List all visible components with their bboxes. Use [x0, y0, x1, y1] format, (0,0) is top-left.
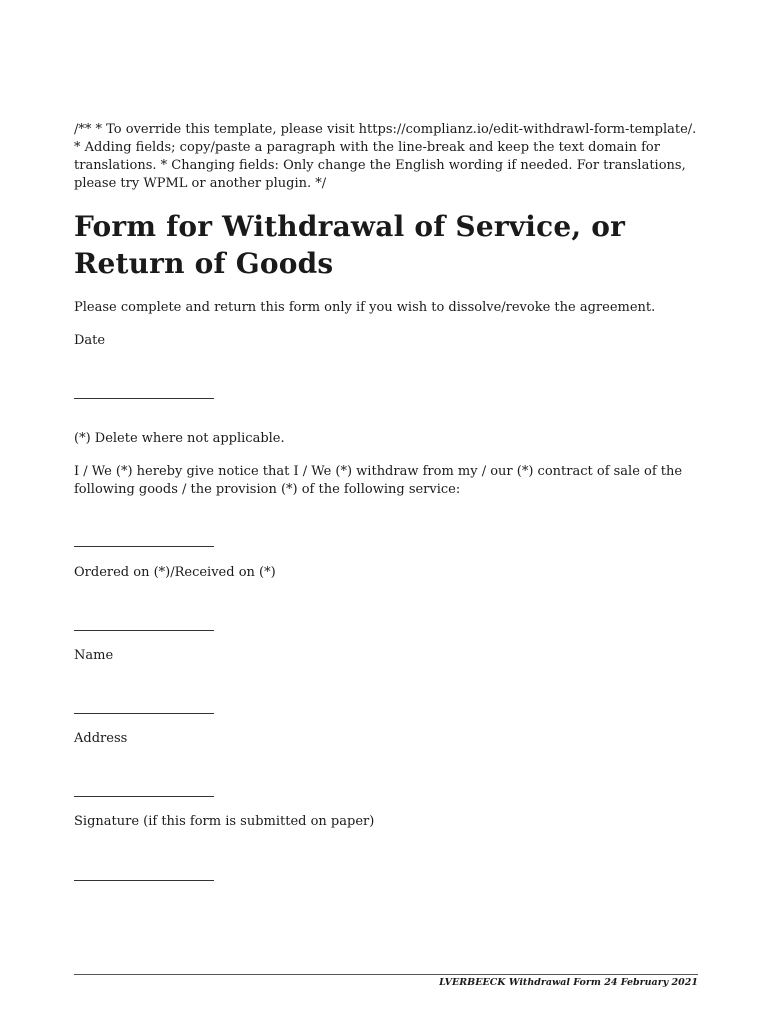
signature-label: Signature (if this form is submitted on paper) — [74, 814, 375, 829]
document-page — [74, 0, 698, 1024]
date-blank-line — [74, 398, 214, 399]
signature-blank-line — [74, 880, 214, 881]
form-title: Form for Withdrawal of Service, or Return of Goods — [74, 210, 626, 280]
ordered-received-blank-line — [74, 630, 214, 631]
address-blank-line — [74, 796, 214, 797]
template-comment: /** * To override this template, please visit https://complianz.io/edit-withdrawl-form-template/. * Adding fields; copy/paste a paragraph with the line-break and keep the text domain for translations. * Changing fields: Only change the English wording if needed. For translations, please try WPML or another plugin. */ — [74, 122, 697, 191]
ordered-received-label: Ordered on (*)/Received on (*) — [74, 565, 276, 580]
withdrawal-notice-text: I / We (*) hereby give notice that I / We (*) withdraw from my / our (*) contract of sale of the following goods / the provision (*) of the following service: — [74, 464, 683, 497]
name-label: Name — [74, 648, 114, 663]
address-label: Address — [74, 731, 128, 746]
intro-text: Please complete and return this form only if you wish to dissolve/revoke the agreement. — [74, 300, 656, 315]
name-blank-line — [74, 713, 214, 714]
footer-text: LVERBEECK Withdrawal Form 24 February 2021 — [439, 977, 698, 988]
delete-note: (*) Delete where not applicable. — [74, 431, 285, 446]
footer-divider — [74, 974, 698, 975]
goods-service-blank-line — [74, 546, 214, 547]
date-label: Date — [74, 333, 106, 348]
